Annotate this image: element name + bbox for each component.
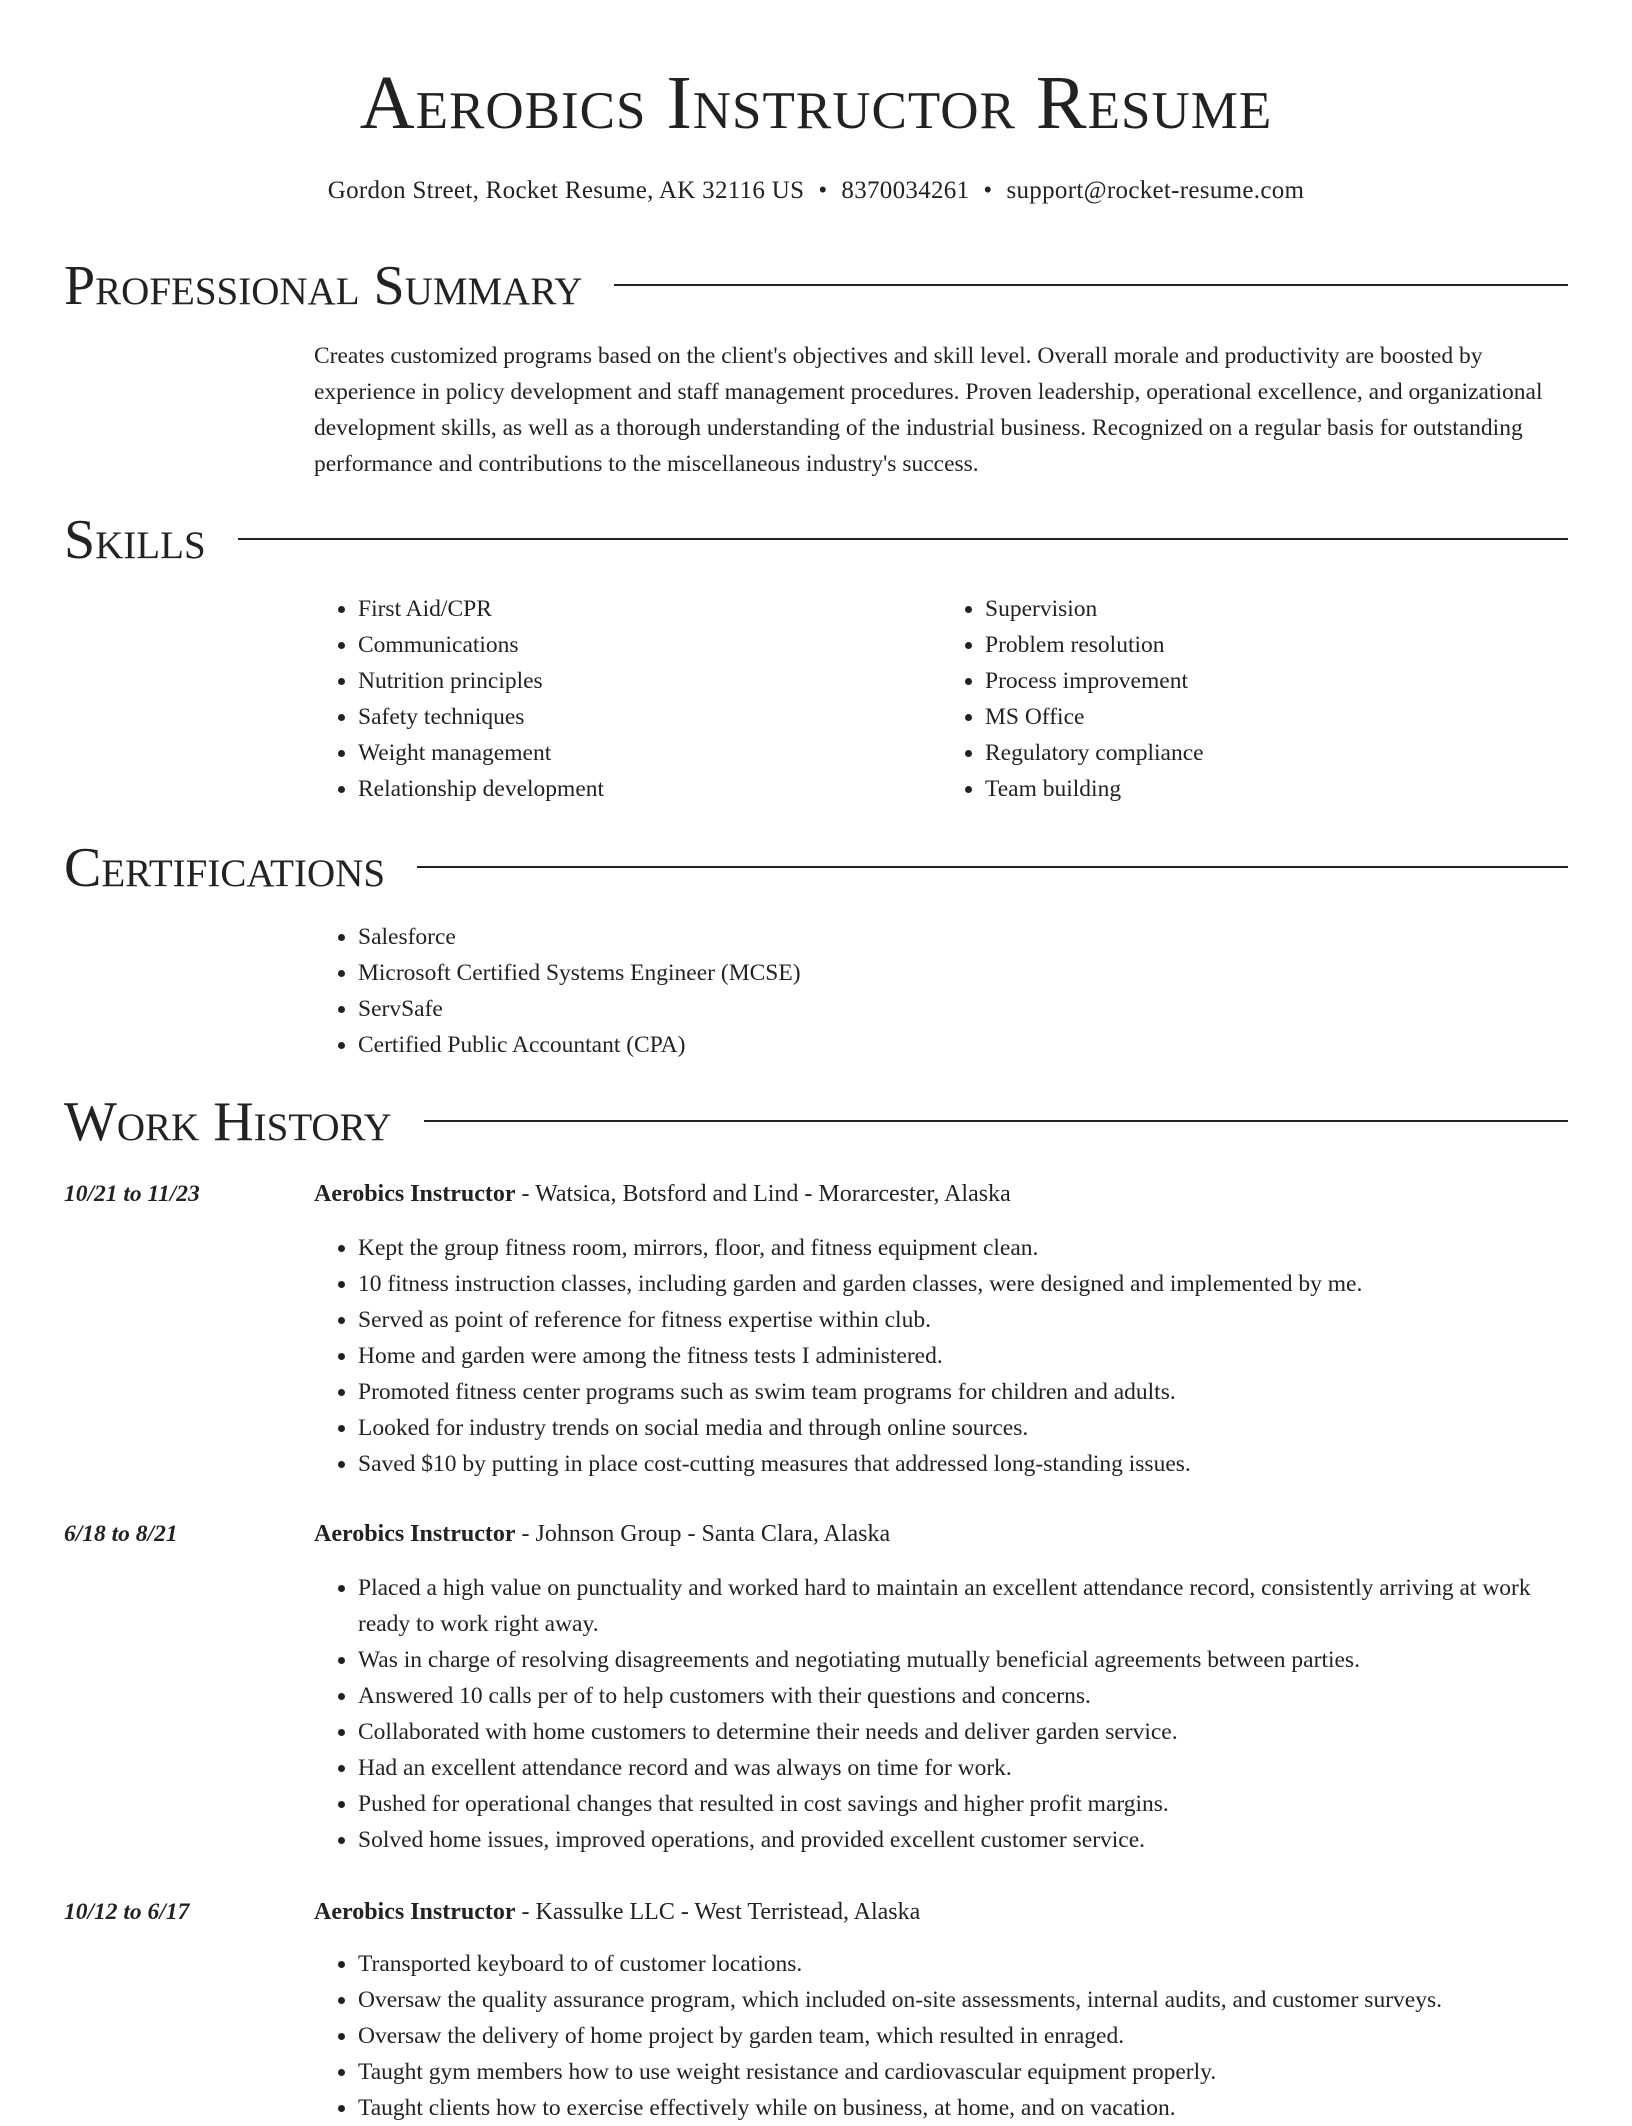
- skills-list-left: [314, 591, 941, 807]
- job-dates: 10/12 to 6/17: [64, 1899, 190, 1925]
- skill-item: • Relationship development: [358, 771, 941, 807]
- skill-item: • Problem resolution: [985, 627, 1568, 663]
- job-bullet: • Solved home issues, improved operations, and provided excellent customer service.: [358, 1822, 1568, 1858]
- job-bullet: • Collaborated with home customers to determine their needs and deliver garden service.: [358, 1714, 1568, 1750]
- section-title: Certifications: [64, 837, 386, 899]
- certification-item: • Microsoft Certified Systems Engineer (MCSE): [358, 955, 1568, 991]
- job-employer: - Johnson Group - Santa Clara, Alaska: [515, 1521, 891, 1547]
- summary-text: Creates customized programs based on the client's objectives and skill level. Overall morale and productivity are boosted by experience in policy development and staff management procedures. Proven leadership, operational excellence, and organizational development skills, as well as a thorough understanding of the industrial business. Recognized on a regular basis for outstanding performance and contributions to the miscellaneous industry's success.: [314, 343, 1543, 477]
- separator: •: [818, 177, 828, 204]
- address: Gordon Street, Rocket Resume, AK 32116 US: [327, 177, 805, 204]
- skill-item: • Process improvement: [985, 663, 1568, 699]
- certification-item: • Salesforce: [358, 919, 1568, 955]
- job-bullet: • Oversaw the quality assurance program, which included on-site assessments, internal audits, and customer surveys.: [358, 1982, 1568, 2018]
- summary-block: [314, 338, 1568, 482]
- section-heading-work-history: [64, 1090, 1568, 1154]
- job-bullets: [314, 1570, 1568, 1858]
- resume-title: Aerobics Instructor Resume: [359, 61, 1273, 145]
- job-bullet: • Saved $10 by putting in place cost-cutting measures that addressed long-standing issues.: [358, 1446, 1568, 1482]
- job-bullet: • Taught gym members how to use weight resistance and cardiovascular equipment properly.: [358, 2054, 1568, 2090]
- job-heading: [314, 1894, 1568, 1930]
- section-divider: [614, 284, 1568, 286]
- job-bullet: • Home and garden were among the fitness tests I administered.: [358, 1338, 1568, 1374]
- job-heading: [314, 1516, 1568, 1552]
- job-bullets: [314, 1230, 1568, 1482]
- job-bullet: • Transported keyboard to of customer locations.: [358, 1946, 1568, 1982]
- skill-item: • Team building: [985, 771, 1568, 807]
- job-bullet: • Kept the group fitness room, mirrors, floor, and fitness equipment clean.: [358, 1230, 1568, 1266]
- certification-item: • Certified Public Accountant (CPA): [358, 1027, 1568, 1063]
- job-bullet: • Answered 10 calls per of to help customers with their questions and concerns.: [358, 1678, 1568, 1714]
- job-employer: - Kassulke LLC - West Terristead, Alaska: [515, 1899, 921, 1925]
- job-bullets-block: [314, 1570, 1568, 1858]
- skill-item: • Weight management: [358, 735, 941, 771]
- phone: 8370034261: [841, 177, 970, 204]
- section-title: Skills: [64, 509, 206, 571]
- job-bullet: • Placed a high value on punctuality and worked hard to maintain an excellent attendance record, consistently arriving at work ready to work right away.: [358, 1570, 1568, 1642]
- skills-list-right: [941, 591, 1568, 807]
- skill-item: • Supervision: [985, 591, 1568, 627]
- job-bullet: • Was in charge of resolving disagreements and negotiating mutually beneficial agreements between parties.: [358, 1642, 1568, 1678]
- job-bullet: • Served as point of reference for fitness expertise within club.: [358, 1302, 1568, 1338]
- certifications-list: [314, 919, 1568, 1063]
- section-divider: [417, 866, 1568, 868]
- certifications-block: [314, 919, 1568, 1063]
- job-bullet: • Pushed for operational changes that resulted in cost savings and higher profit margins.: [358, 1786, 1568, 1822]
- section-divider: [238, 538, 1568, 540]
- job-bullets-block: [314, 1230, 1568, 1482]
- job-bullet: • Promoted fitness center programs such as swim team programs for children and adults.: [358, 1374, 1568, 1410]
- job-bullet: • Looked for industry trends on social media and through online sources.: [358, 1410, 1568, 1446]
- job-bullet: • Taught clients how to exercise effectively while on business, at home, and on vacation.: [358, 2090, 1568, 2126]
- job-role: Aerobics Instructor: [314, 1181, 516, 1207]
- separator: •: [983, 177, 993, 204]
- section-heading-summary: [64, 254, 1568, 318]
- job-bullet: • Had an excellent attendance record and was always on time for work.: [358, 1750, 1568, 1786]
- email: support@rocket-resume.com: [1006, 177, 1305, 204]
- job-dates: 6/18 to 8/21: [64, 1521, 178, 1547]
- job-heading: [314, 1176, 1568, 1212]
- certification-item: • ServSafe: [358, 991, 1568, 1027]
- skill-item: • MS Office: [985, 699, 1568, 735]
- skill-item: • First Aid/CPR: [358, 591, 941, 627]
- job-role: Aerobics Instructor: [314, 1899, 516, 1925]
- skills-block: [314, 591, 1568, 807]
- section-title: Professional Summary: [64, 255, 583, 317]
- job-bullets-block: [314, 1946, 1568, 2126]
- skill-item: • Communications: [358, 627, 941, 663]
- skill-item: • Nutrition principles: [358, 663, 941, 699]
- job-employer: - Watsica, Botsford and Lind - Morarcester, Alaska: [515, 1181, 1011, 1207]
- job-dates: 10/21 to 11/23: [64, 1181, 200, 1207]
- skill-item: • Safety techniques: [358, 699, 941, 735]
- skill-item: • Regulatory compliance: [985, 735, 1568, 771]
- job-role: Aerobics Instructor: [314, 1521, 516, 1547]
- section-heading-skills: [64, 508, 1568, 572]
- contact-line: [0, 176, 1632, 206]
- section-heading-certifications: [64, 836, 1568, 900]
- job-bullets: [314, 1946, 1568, 2126]
- job-bullet: • 10 fitness instruction classes, including garden and garden classes, were designed and implemented by me.: [358, 1266, 1568, 1302]
- section-divider: [424, 1120, 1568, 1122]
- job-bullet: • Oversaw the delivery of home project by garden team, which resulted in enraged.: [358, 2018, 1568, 2054]
- section-title: Work History: [64, 1091, 392, 1153]
